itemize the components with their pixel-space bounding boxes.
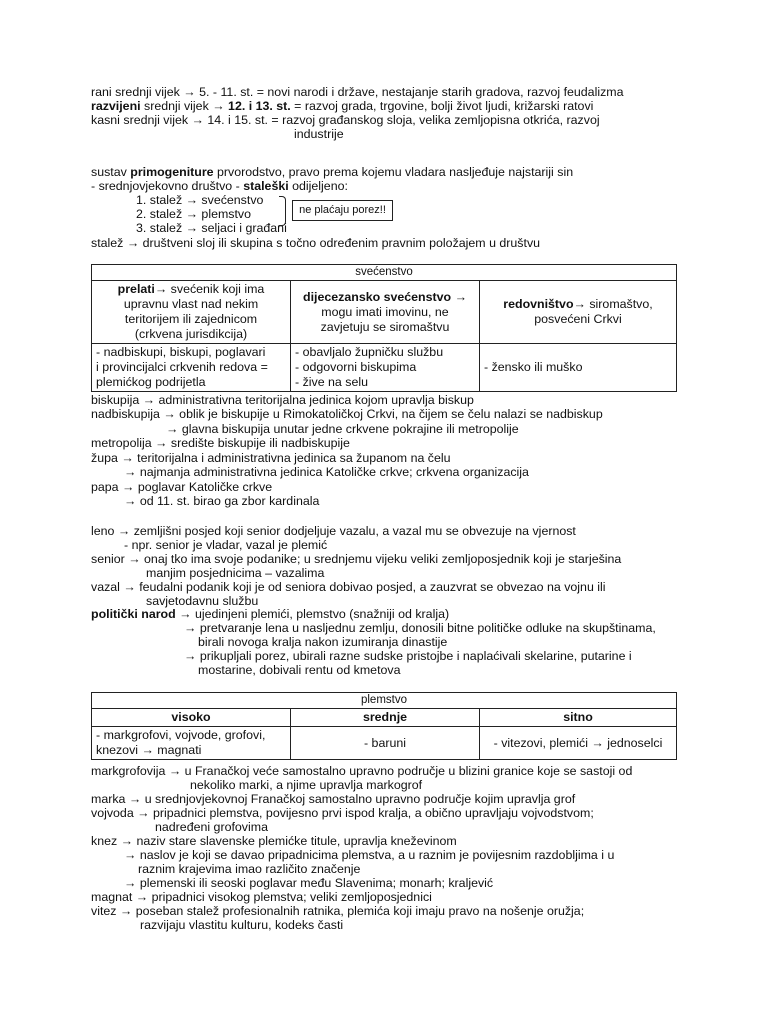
vojvoda-def: vojvoda → pripadnici plemstva, povijesno prvi ispod kralja, a obično upravljaju vojvodstvom; xyxy=(91,806,594,821)
arrow-right-icon xyxy=(186,221,198,235)
arrow-right-icon xyxy=(155,436,167,450)
politicki-narod-c: birali novoga kralja nakon izumiranja dinastije xyxy=(198,635,448,649)
arrow-right-icon xyxy=(143,393,155,407)
leno-example: - npr. senior je vladar, vazal je plemić xyxy=(124,538,328,552)
arrow-right-icon xyxy=(136,890,148,904)
zupa-def: župa → teritorijalna i administrativna jedinica sa županom na čelu xyxy=(91,451,451,466)
staleski-line: - srednjovjekovno društvo - staleški odijeljeno: xyxy=(91,179,348,193)
markgrofovija-def: markgrofovija → u Franačkoj veće samostalno upravno područje u blizini granice koje se sastoji od xyxy=(91,764,632,779)
arrow-right-icon xyxy=(455,290,467,304)
table-header: visoko xyxy=(92,709,291,727)
table-cell: prelati→ svećenik koji ima upravnu vlast nad nekim teritorijem ili zajednicom (crkvena jurisdikcija) xyxy=(92,281,291,344)
leno-def: leno → zemljišni posjed koji senior dodjeljuje vazalu, a vazal mu se obvezuje na vjernost xyxy=(91,524,576,539)
arrow-right-icon xyxy=(120,904,132,918)
markgrofovija-def2: nekoliko marki, a njime upravlja markogrof xyxy=(190,778,423,792)
vazal-def: vazal → feudalni podanik koji je od seniora dobivao posjed, a zauzvrat se obvezao na vojnu ili xyxy=(91,580,606,595)
table-cell: - obavljalo župničku službu - odgovorni biskupima - žive na selu xyxy=(291,344,480,392)
svecenstvo-table xyxy=(91,264,677,392)
arrow-right-icon xyxy=(169,764,181,778)
arrow-right-icon xyxy=(184,621,196,635)
arrow-right-icon xyxy=(192,113,204,127)
note-box: ne plaćaju porez!! xyxy=(292,200,393,221)
marka-def: marka → u srednjovjekovnoj Franačkoj samostalno upravno područje kojim upravlja grof xyxy=(91,792,575,807)
table-title: plemstvo xyxy=(92,693,677,709)
senior-def2: manjim posjednicima – vazalima xyxy=(146,566,325,580)
vitez-def2: razvijaju vlastitu kulturu, kodeks časti xyxy=(140,918,344,932)
arrow-right-icon xyxy=(574,297,586,311)
biskupija-def: biskupija → administrativna teritorijalna jedinica kojom upravlja biskup xyxy=(91,393,474,408)
arrow-right-icon xyxy=(124,465,136,479)
stalez-def: stalež → društveni sloj ili skupina s točno određenim pravnim položajem u društvu xyxy=(91,236,540,251)
vitez-def: vitez → poseban stalež profesionalnih ratnika, plemića koji imaju pravo na nošenje oružja; xyxy=(91,904,584,919)
table-header: srednje xyxy=(291,709,480,727)
stalez-3: 3. stalež → seljaci i građani xyxy=(136,221,287,236)
zupa-def2: → najmanja administrativna jedinica Katoličke crkve; crkvena organizacija xyxy=(124,465,529,480)
arrow-right-icon xyxy=(137,806,149,820)
arrow-right-icon xyxy=(141,743,153,757)
arrow-right-icon xyxy=(128,552,140,566)
knez-def3: raznim krajevima imao različito značenje xyxy=(138,862,361,876)
plemstvo-table xyxy=(91,692,677,760)
arrow-right-icon xyxy=(184,649,196,663)
stalez-2: 2. stalež → plemstvo xyxy=(136,207,251,222)
politicki-narod-d: → prikupljali porez, ubirali razne sudske pristojbe i naplaćivali skelarine, putarine i xyxy=(184,649,632,664)
table-title: svećenstvo xyxy=(92,265,677,281)
arrow-right-icon xyxy=(186,207,198,221)
arrow-right-icon xyxy=(122,480,134,494)
table-cell: - žensko ili muško xyxy=(480,344,677,392)
arrow-right-icon xyxy=(129,792,141,806)
knez-def2: → naslov je koji se davao pripadnicima plemstva, a u raznim je povijesnim razdobljima i u xyxy=(124,848,614,863)
primogeniture-def: sustav primogeniture prvorodstvo, pravo prema kojemu vladara nasljeđuje najstariji sin xyxy=(91,165,574,179)
era-kasni-cont: industrije xyxy=(294,127,344,141)
arrow-right-icon xyxy=(123,580,135,594)
table-cell: - markgrofovi, vojvode, grofovi, knezovi → magnati xyxy=(92,727,291,760)
table-header: sitno xyxy=(480,709,677,727)
arrow-right-icon xyxy=(183,85,195,99)
knez-def4: → plemenski ili seoski poglavar među Slavenima; monarh; kraljević xyxy=(124,876,493,891)
era-razvijeni: razvijeni srednji vijek → 12. i 13. st. = razvoj grada, trgovine, bolji život ljudi, križarski ratovi xyxy=(91,99,593,114)
papa-def2: → od 11. st. birao ga zbor kardinala xyxy=(124,494,319,509)
papa-def: papa → poglavar Katoličke crkve xyxy=(91,480,272,495)
arrow-right-icon xyxy=(124,876,136,890)
arrow-right-icon xyxy=(186,193,198,207)
senior-def: senior → onaj tko ima svoje podanike; u srednjemu vijeku veliki zemljoposjednik koji je starješina xyxy=(91,552,621,567)
arrow-right-icon xyxy=(124,848,136,862)
nadbiskupija-def: nadbiskupija → oblik je biskupije u Rimokatoličkoj Crkvi, na čijem se čelu nalazi se nadbiskup xyxy=(91,407,603,422)
politicki-narod-def: politički narod → ujedinjeni plemići, plemstvo (snažniji od kralja) xyxy=(91,607,449,622)
arrow-right-icon xyxy=(166,422,178,436)
brace-icon xyxy=(279,196,286,226)
arrow-right-icon xyxy=(163,407,175,421)
metropolija-def: metropolija → središte biskupije ili nadbiskupije xyxy=(91,436,350,451)
era-rani: rani srednji vijek → 5. - 11. st. = novi narodi i države, nestajanje starih gradova, razvoj feudalizma xyxy=(91,85,624,100)
knez-def: knez → naziv stare slavenske plemićke titule, upravlja kneževinom xyxy=(91,834,457,849)
politicki-narod-e: mostarine, dobivali rentu od kmetova xyxy=(198,663,401,677)
politicki-narod-b: → pretvaranje lena u nasljednu zemlju, donosili bitne političke odluke na skupštinama, xyxy=(184,621,656,636)
vojvoda-def2: nadređeni grofovima xyxy=(155,820,268,834)
arrow-right-icon xyxy=(124,494,136,508)
era-kasni: kasni srednji vijek → 14. i 15. st. = razvoj građanskog sloja, velika zemljopisna otkrića, razvoj xyxy=(91,113,600,128)
table-cell: - nadbiskupi, biskupi, poglavari i provincijalci crkvenih redova = plemićkog podrijetla xyxy=(92,344,291,392)
table-cell: redovništvo→ siromaštvo, posvećeni Crkvi xyxy=(480,281,677,344)
magnat-def: magnat → pripadnici visokog plemstva; veliki zemljoposjednici xyxy=(91,890,432,905)
table-cell: - vitezovi, plemići → jednoselci xyxy=(480,727,677,760)
nadbiskupija-def2: → glavna biskupija unutar jedne crkvene pokrajine ili metropolije xyxy=(166,422,519,437)
arrow-right-icon xyxy=(121,834,133,848)
vazal-def2: savjetodavnu službu xyxy=(146,594,259,608)
table-cell: - baruni xyxy=(291,727,480,760)
arrow-right-icon xyxy=(127,236,139,250)
arrow-right-icon xyxy=(212,99,224,113)
arrow-right-icon xyxy=(155,282,167,296)
arrow-right-icon xyxy=(591,736,603,750)
arrow-right-icon xyxy=(121,451,133,465)
arrow-right-icon xyxy=(118,524,130,538)
arrow-right-icon xyxy=(179,607,191,621)
stalez-1: 1. stalež → svećenstvo xyxy=(136,193,263,208)
table-cell: dijecezansko svećenstvo → mogu imati imovinu, ne zavjetuju se siromaštvu xyxy=(291,281,480,344)
